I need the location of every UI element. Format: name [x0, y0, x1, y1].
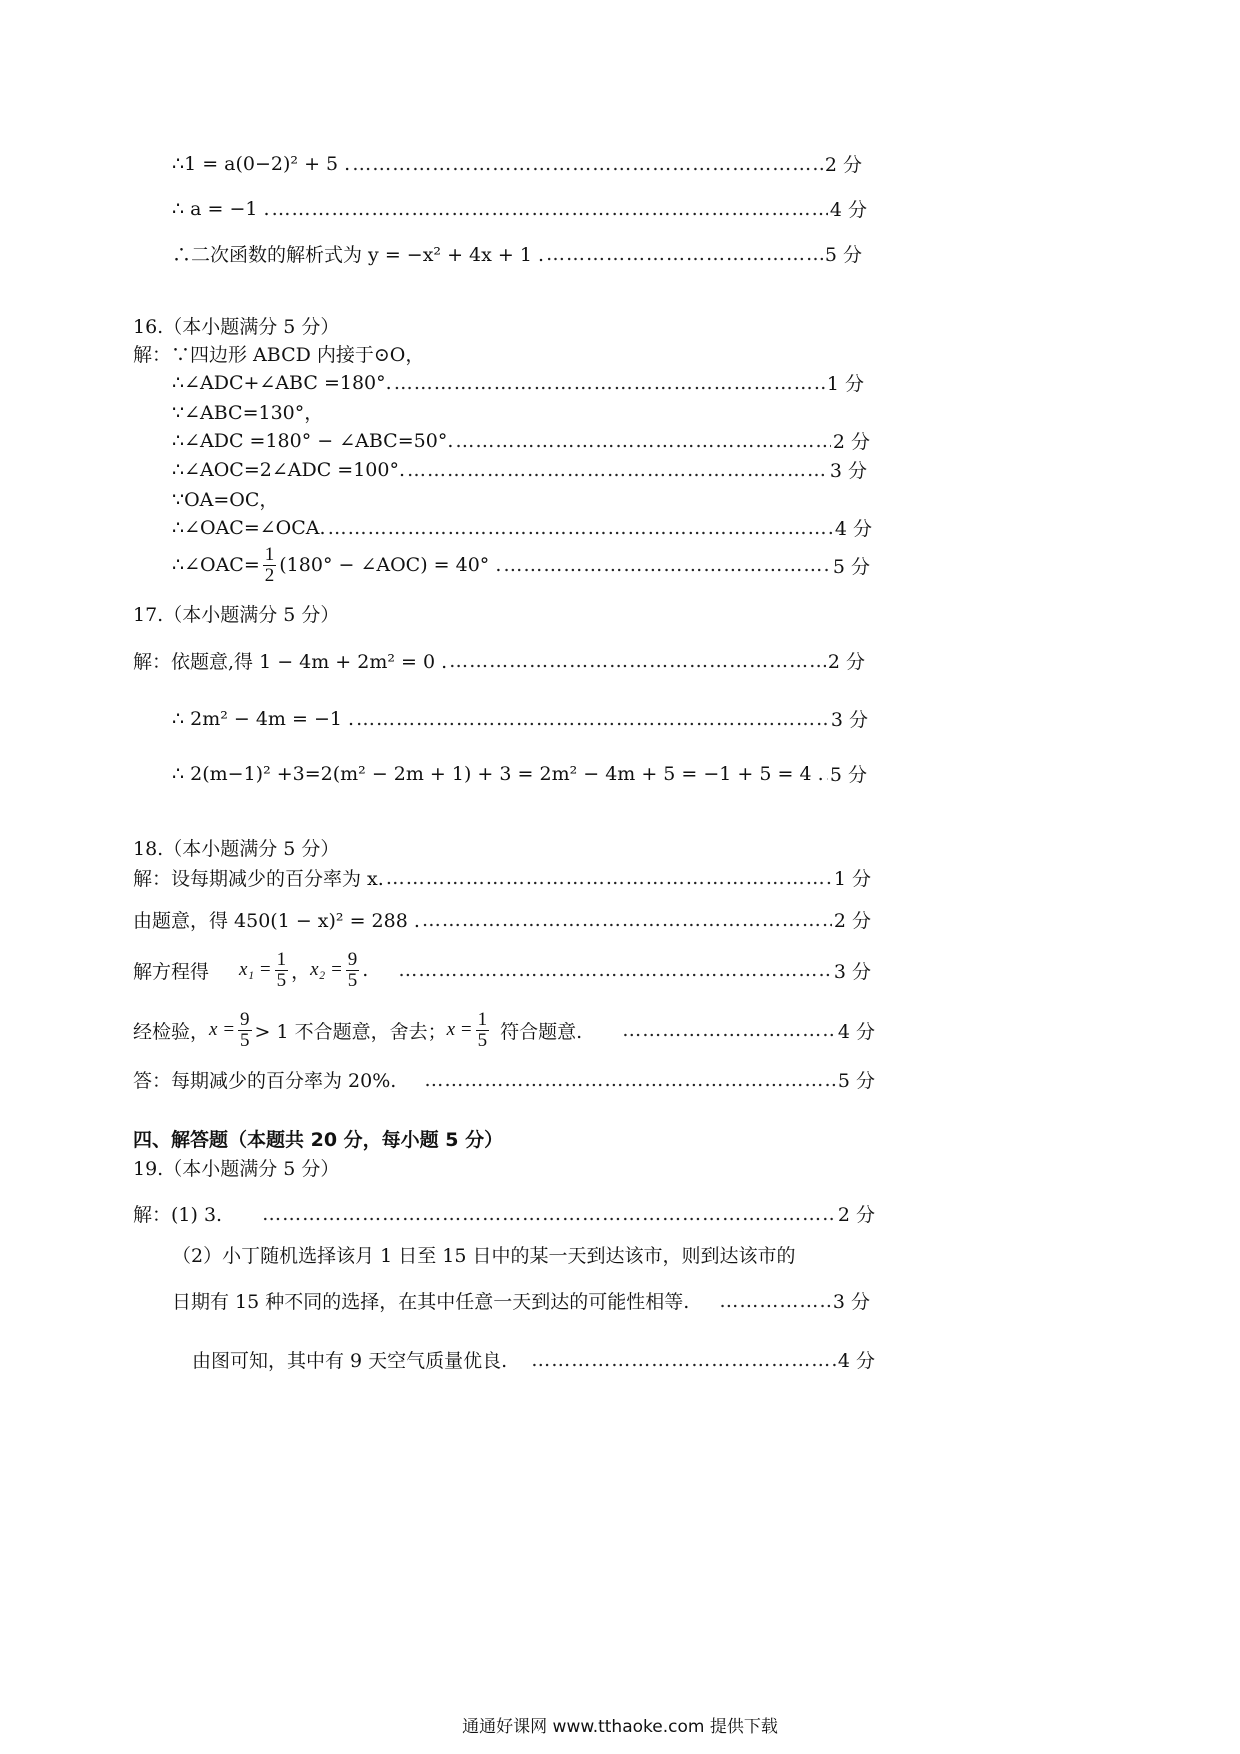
s18-line-2-expr: 由题意，得 450(1 − x)² = 288 . — [133, 910, 420, 932]
fraction-x1 — [275, 950, 289, 991]
leader-dots — [503, 554, 830, 576]
s17-heading: 17.（本小题满分 5 分） — [133, 604, 340, 626]
s19-line-3 — [172, 1287, 870, 1314]
s18-line-1 — [133, 864, 871, 891]
s16-line-1 — [172, 369, 864, 396]
s15-line-1-expr: ∴1 = a(0−2)² + 5 . — [172, 152, 351, 175]
s17-line-2 — [172, 705, 868, 732]
fraction-nine-fifths — [238, 1010, 252, 1051]
fraction-denominator: 2 — [264, 564, 275, 586]
s18-line-5-expr: 答：每期减少的百分率为 20%. — [133, 1070, 397, 1092]
s16-line-1-points: 1 分 — [826, 373, 864, 395]
s15-line-2-points: 4 分 — [829, 199, 867, 221]
s19-line-4-expr: 由图可知，其中有 9 天空气质量优良. — [192, 1350, 508, 1372]
s18-line-4-post: 符合题意. — [500, 1020, 583, 1043]
s17-line-1 — [133, 647, 865, 674]
s15-line-2-expr: ∴ a = −1 . — [172, 197, 270, 220]
leader-dots — [826, 763, 828, 785]
s17-line-3 — [172, 760, 867, 787]
s16-line-3 — [172, 427, 870, 454]
fraction-one-fifth — [476, 1010, 490, 1051]
leader-dots — [356, 708, 829, 730]
fraction-numerator: 1 — [276, 949, 287, 970]
s16-line-7-pre: ∴∠OAC= — [172, 554, 260, 577]
s18-line-3-pre: 解方程得 — [133, 960, 210, 983]
leader-dots — [398, 959, 832, 981]
s18-line-2 — [133, 906, 871, 933]
s16-line-3-points: 2 分 — [832, 431, 870, 453]
s19-line-1 — [133, 1200, 875, 1227]
leader-dots — [328, 517, 833, 539]
fraction-denominator: 5 — [477, 1029, 488, 1051]
leader-dots — [455, 430, 831, 452]
s17-line-1-points: 2 分 — [827, 651, 865, 673]
s15-line-2 — [172, 195, 867, 222]
leader-dots — [531, 1349, 836, 1371]
s16-line-6 — [172, 514, 872, 541]
s19-heading: 19.（本小题满分 5 分） — [133, 1158, 340, 1180]
leader-dots — [622, 1019, 836, 1041]
leader-dots — [424, 1069, 836, 1091]
s18-line-5 — [133, 1066, 875, 1093]
fraction-one-half — [263, 545, 277, 586]
s18-line-4-xb: x = — [446, 1019, 473, 1041]
s18-line-3-x1: x₁ = — [239, 959, 272, 981]
s18-line-3-x2: x₂ = — [310, 959, 343, 981]
s16-line-7-post: (180° − ∠AOC) = 40° . — [279, 554, 502, 577]
s16-line-3-expr: ∴∠ADC =180° − ∠ABC=50°. — [172, 429, 454, 452]
fraction-denominator: 5 — [276, 969, 287, 991]
s16-line-7-points: 5 分 — [832, 555, 870, 578]
s19-line-1-points: 2 分 — [837, 1204, 875, 1226]
s16-line-7 — [172, 545, 870, 586]
leader-dots — [352, 153, 823, 175]
s15-line-3-points: 5 分 — [824, 244, 862, 266]
s18-line-2-points: 2 分 — [833, 910, 871, 932]
leader-dots — [407, 459, 828, 481]
s18-line-5-points: 5 分 — [837, 1070, 875, 1092]
s16-line-4 — [172, 456, 867, 483]
s17-line-2-expr: ∴ 2m² − 4m = −1 . — [172, 707, 355, 730]
s19-line-4 — [192, 1346, 875, 1373]
s17-line-2-points: 3 分 — [830, 709, 868, 731]
leader-dots — [719, 1290, 831, 1312]
page-footer: 通通好课网 www.tthaoke.com 提供下载 — [462, 1717, 778, 1737]
s15-line-3-expr: ∴二次函数的解析式为 y = −x² + 4x + 1 . — [172, 244, 544, 266]
s18-line-4-pre: 经检验， — [133, 1020, 210, 1043]
s18-line-3 — [133, 950, 871, 991]
fraction-numerator: 9 — [240, 1009, 250, 1030]
s16-line-6-expr: ∴∠OAC=∠OCA. — [172, 516, 326, 539]
s19-line-1-expr: 解：(1) 3. — [133, 1204, 223, 1226]
s16-line-2: ∵∠ABC=130°， — [172, 402, 324, 424]
s19-line-4-points: 4 分 — [837, 1350, 875, 1372]
s18-line-3-points: 3 分 — [833, 960, 871, 983]
s15-line-1 — [172, 150, 862, 177]
s17-line-3-points: 5 分 — [829, 764, 867, 786]
s18-line-1-points: 1 分 — [833, 868, 871, 890]
leader-dots — [546, 243, 823, 265]
s19-line-3-points: 3 分 — [832, 1291, 870, 1313]
leader-dots — [262, 1203, 836, 1225]
s16-heading: 16.（本小题满分 5 分） — [133, 316, 340, 338]
leader-dots — [394, 372, 825, 394]
s17-line-3-expr: ∴ 2(m−1)² +3=2(m² − 2m + 1) + 3 = 2m² − 4m + 5 = −1 + 5 = 4 . — [172, 762, 824, 785]
leader-dots — [272, 198, 828, 220]
s16-line-4-points: 3 分 — [829, 460, 867, 482]
fraction-numerator: 1 — [264, 544, 275, 565]
s18-line-1-expr: 解：设每期减少的百分率为 x. — [133, 868, 384, 890]
s19-line-2: （2）小丁随机选择该月 1 日至 15 日中的某一天到达该市，则到达该市的 — [172, 1245, 796, 1267]
leader-dots — [422, 909, 832, 931]
s15-line-3 — [172, 240, 862, 267]
leader-dots — [386, 867, 832, 889]
s18-line-3-sep: ， — [291, 960, 311, 983]
section-four-heading: 四、解答题（本题共 20 分，每小题 5 分） — [133, 1129, 504, 1151]
s19-line-3-expr: 日期有 15 种不同的选择，在其中任意一天到达的可能性相等. — [172, 1291, 690, 1313]
s17-line-1-expr: 解：依题意,得 1 − 4m + 2m² = 0 . — [133, 651, 448, 673]
fraction-denominator: 5 — [347, 969, 358, 991]
leader-dots — [449, 650, 826, 672]
s16-line-1-expr: ∴∠ADC+∠ABC =180°. — [172, 371, 392, 394]
s18-line-4 — [133, 1010, 875, 1051]
s15-line-1-points: 2 分 — [824, 154, 862, 176]
s18-heading: 18.（本小题满分 5 分） — [133, 838, 340, 860]
s18-line-3-post: . — [362, 959, 369, 982]
s18-line-4-xa: x = — [209, 1019, 236, 1041]
s16-line-5: ∵OA=OC， — [172, 489, 279, 511]
fraction-numerator: 9 — [347, 949, 358, 970]
fraction-denominator: 5 — [240, 1029, 250, 1051]
s16-line-6-points: 4 分 — [834, 518, 872, 540]
s18-line-4-points: 4 分 — [837, 1020, 875, 1043]
s18-line-4-mid: > 1 不合题意，舍去； — [254, 1020, 447, 1043]
s16-line-4-expr: ∴∠AOC=2∠ADC =100°. — [172, 458, 406, 481]
s16-line-0: 解：∵四边形 ABCD 内接于⊙O， — [133, 344, 425, 366]
fraction-x2 — [346, 950, 360, 991]
fraction-numerator: 1 — [477, 1009, 488, 1030]
